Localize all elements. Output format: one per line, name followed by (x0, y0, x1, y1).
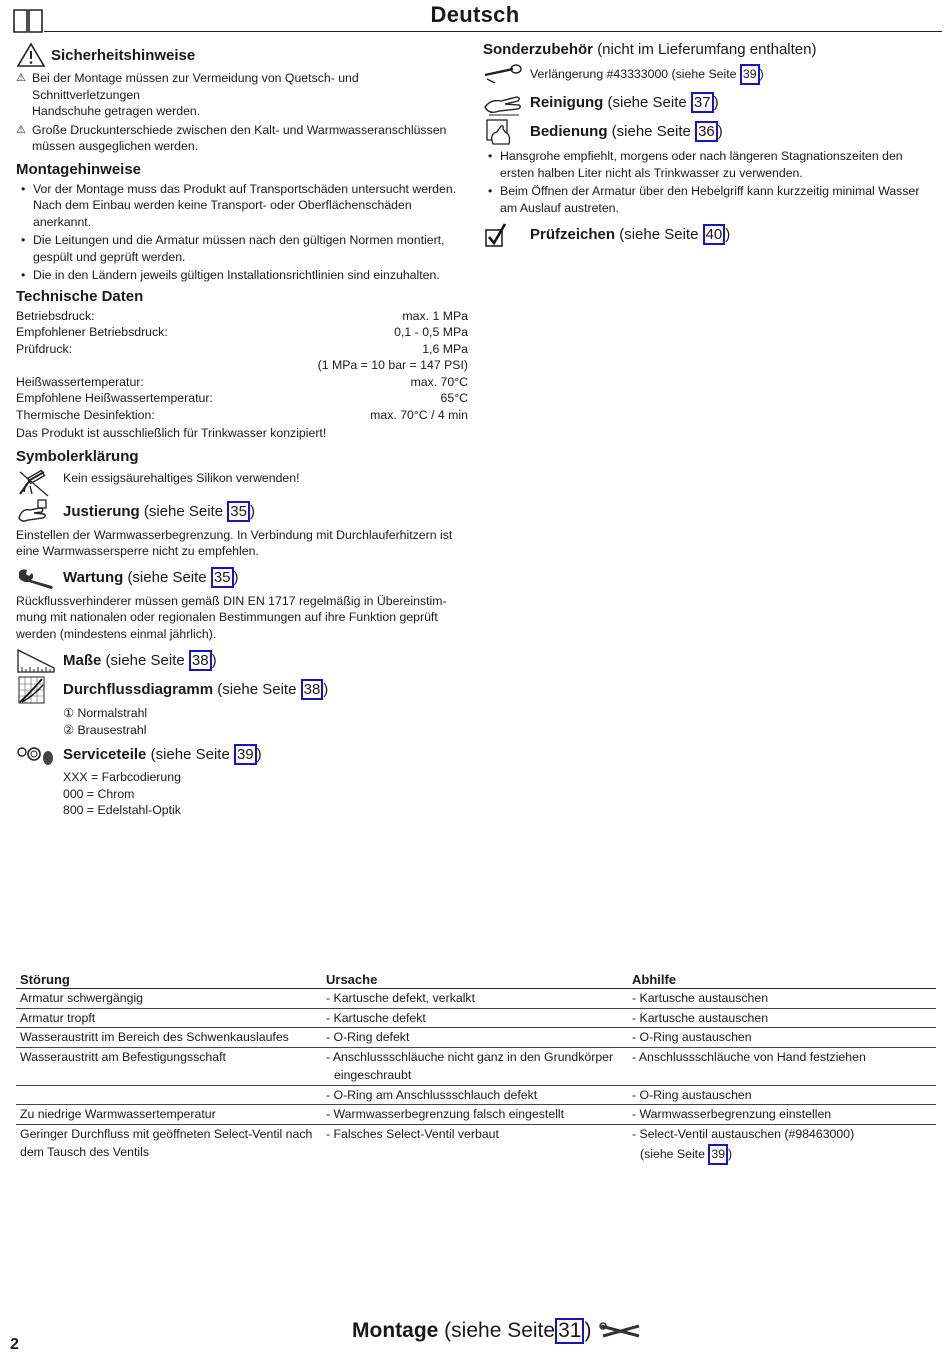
page-link[interactable]: 35 (227, 501, 250, 522)
operation-heading: Bedienung (siehe Seite 36 ) (530, 122, 723, 140)
spec-row: Thermische Desinfektion: max. 70°C / 4 min (16, 407, 468, 422)
header-divider (44, 31, 942, 32)
wartung-text: werden (mindestens einmal jährlich). (16, 626, 217, 641)
column-header: Abhilfe (628, 970, 936, 989)
wartung-heading: Wartung (siehe Seite 35 ) (63, 569, 239, 586)
table-row: Armatur tropft - Kartusche defekt - Kartusche austauschen (16, 1008, 936, 1028)
cleaning-heading: Reinigung (siehe Seite 37 ) (530, 93, 719, 111)
flow-diagram-icon (16, 675, 46, 705)
page-link[interactable]: 39 (740, 64, 760, 85)
extension-text: Verlängerung #43333000 (siehe Seite 39 ) (530, 64, 764, 85)
list-item: • Hansgrohe empfiehlt, morgens oder nach längeren Stagnationszeiten den ersten halben Liter nicht als Trinkwasser zu verwenden. (483, 148, 928, 181)
list-item: • Beim Öffnen der Armatur über den Hebelgriff kann kurzzeitig minimal Wasser am Auslauf austreten. (483, 183, 928, 216)
table-row: dem Tausch des Ventils (siehe Seite 39 ) (16, 1143, 936, 1166)
silicone-row: Kein essigsäurehaltiges Silikon verwenden! (16, 468, 468, 498)
operation-hand-icon (483, 118, 517, 146)
table-row: - O-Ring am Anschlussschlauch defekt - O-Ring austauschen (16, 1085, 936, 1105)
table-header-row (16, 970, 936, 989)
approval-row (483, 220, 928, 249)
mounting-list (16, 181, 468, 284)
page-link[interactable]: 37 (691, 92, 714, 113)
technical-title: Technische Daten (16, 287, 144, 305)
table-row: Wasseraustritt am Befestigungsschaft - Anschlussschläuche nicht ganz in den Grundkörper - Anschlussschläuche von Hand festziehen (20, 1049, 866, 1064)
list-item: • Die in den Ländern jeweils gültigen Installationsrichtlinien sind einzuhalten. (16, 267, 468, 284)
column-header: Störung (16, 970, 322, 989)
page-link[interactable]: 36 (695, 121, 718, 142)
small-warning-icon: ⚠ (16, 72, 26, 84)
wrench-icon (16, 566, 56, 590)
service-code: XXX = Farbcodierung (63, 770, 181, 784)
troubleshooting-table (16, 970, 936, 1166)
left-column (16, 40, 468, 819)
cleaning-hand-icon (483, 89, 523, 117)
table-row: Armatur schwergängig - Kartusche defekt, verkalkt - Kartusche austauschen (16, 989, 936, 1009)
list-item: • Vor der Montage muss das Produkt auf Transportschäden untersucht werden. Nach dem Einbau werden keine Transport- oder Oberflächenschäden anerkannt. (16, 181, 468, 231)
silicone-gun-icon (16, 468, 52, 498)
table-row: Wasseraustritt im Bereich des Schwenkauslaufes - O-Ring defekt - O-Ring austauschen (16, 1028, 936, 1048)
durchfluss-row (16, 675, 468, 705)
extension-row (483, 60, 928, 88)
service-row (16, 740, 468, 769)
spec-row: Empfohlener Betriebsdruck: 0,1 - 0,5 MPa (16, 325, 468, 339)
mounting-title: Montagehinweise (16, 160, 142, 178)
wartung-row (16, 564, 468, 593)
hand-adjust-icon (16, 498, 50, 526)
table-row: eingeschraubt (16, 1066, 936, 1085)
table-row: Zu niedrige Warmwassertemperatur - Warmwasserbegrenzung falsch eingestellt - Warmwasserbegrenzung einstellen (16, 1105, 936, 1125)
page-link[interactable]: 40 (703, 224, 726, 245)
masse-heading: Maße (siehe Seite 38 ) (63, 651, 217, 669)
justierung-text: eine Warmwassersperre nicht zu empfehlen. (16, 544, 259, 558)
safety-heading (16, 40, 468, 70)
page-link[interactable]: 31 (555, 1318, 584, 1344)
page-link[interactable]: 38 (301, 679, 324, 700)
service-code: 000 = Chrom (63, 786, 135, 801)
extension-tool-icon (483, 61, 523, 87)
safety-item: ⚠ Bei der Montage müssen zur Vermeidung von Quetsch- und Schnittverletzungen (16, 71, 359, 102)
page-link[interactable]: 39 (234, 744, 257, 765)
safety-item: ⚠ Große Druckunterschiede zwischen den Kalt- und Warmwasseranschlüssen (16, 122, 447, 137)
spec-row: Prüfdruck: 1,6 MPa (16, 341, 468, 356)
safety-title: Sicherheitshinweise (51, 47, 196, 64)
service-heading: Serviceteile (siehe Seite 39 ) (63, 745, 262, 763)
justierung-text: Einstellen der Warmwasserbegrenzung. In Verbindung mit Durchlauferhitzern ist (16, 527, 453, 542)
masse-row (16, 646, 468, 675)
operation-row (483, 117, 928, 146)
page-link[interactable]: 35 (211, 567, 234, 588)
column-header: Ursache (322, 970, 628, 989)
approval-check-icon (483, 222, 509, 248)
technical-specs (16, 308, 468, 424)
page-number: 2 (10, 1336, 19, 1353)
flow-item: ② Brausestrahl (63, 722, 147, 737)
page-link[interactable]: 39 (708, 1144, 728, 1165)
small-warning-icon: ⚠ (16, 123, 26, 136)
spec-row: Empfohlene Heißwassertemperatur: 65°C (16, 391, 468, 405)
accessories-heading: Sonderzubehör (nicht im Lieferumfang enthalten) (483, 41, 817, 58)
tools-icon (599, 1320, 643, 1342)
page-link[interactable]: 38 (189, 650, 212, 671)
symbols-title: Symbolerklärung (16, 447, 139, 465)
safety-item-cont: Handschuhe getragen werden. (32, 104, 201, 118)
service-code: 800 = Edelstahl-Optik (63, 803, 181, 817)
safety-item-cont: müssen ausgeglichen werden. (32, 139, 199, 153)
drinking-water-note: Das Produkt ist ausschließlich für Trinkwasser konzipiert! (16, 426, 327, 440)
durchfluss-heading: Durchflussdiagramm (siehe Seite 38 ) (63, 681, 329, 698)
spec-row: Betriebsdruck: max. 1 MPa (16, 308, 468, 323)
right-column (483, 40, 928, 249)
wartung-text: Rückflussverhinderer müssen gemäß DIN EN 1717 regelmäßig in Übereinstim- (16, 593, 447, 608)
flow-item: ① Normalstrahl (63, 706, 148, 720)
accessories-list (483, 148, 928, 216)
wartung-text: mung mit nationalen oder regionalen Bestimmungen auf ihre Funktion geprüft (16, 610, 438, 624)
list-item: • Die Leitungen und die Armatur müssen nach den gültigen Normen montiert, gespült und geprüft werden. (16, 232, 468, 265)
measure-ruler-icon (16, 648, 56, 674)
service-parts-icon (16, 742, 56, 768)
spec-row: Heißwassertemperatur: max. 70°C (16, 374, 468, 389)
approval-heading: Prüfzeichen (siehe Seite 40 ) (530, 225, 731, 243)
page-language-title: Deutsch (430, 2, 520, 27)
spec-row: (1 MPa = 10 bar = 147 PSI) (317, 358, 468, 372)
table-row: Geringer Durchfluss mit geöffneten Select-Ventil nach - Falsches Select-Ventil verbaut - Select-Ventil austauschen (#98463000) (20, 1126, 855, 1141)
justierung-heading: Justierung (siehe Seite 35 ) (63, 503, 255, 520)
warning-triangle-icon (16, 42, 46, 68)
justierung-row (16, 498, 468, 527)
footer-montage: Montage (siehe Seite 31 ) (352, 1318, 643, 1344)
cleaning-row (483, 88, 928, 117)
